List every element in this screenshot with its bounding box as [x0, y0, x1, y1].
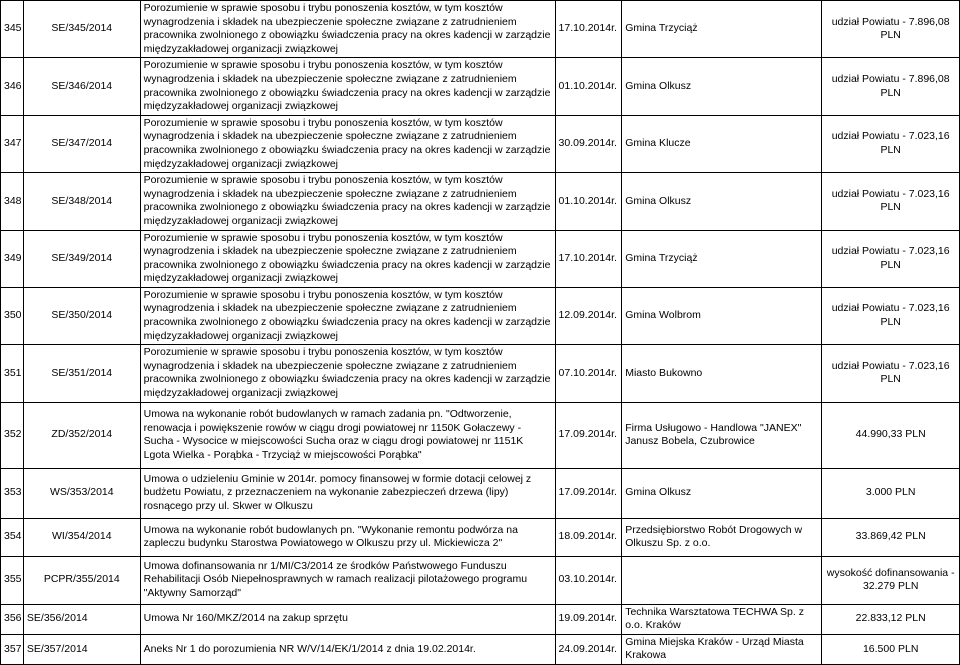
- table-row: [1, 287, 960, 344]
- row-signature: SE/357/2014: [23, 634, 140, 664]
- row-party: Firma Usługowo - Handlowa "JANEX" Janusz Bobela, Czubrowice: [622, 402, 822, 468]
- table-row: [1, 402, 960, 468]
- row-description: Porozumienie w sprawie sposobu i trybu ponoszenia kosztów, w tym kosztów wynagrodzenia i składek na ubezpieczenie społeczne związane z zatrudnieniem pracownika zwolnionego z obowiązku świadczenia pracy na okres kadencji w zarządzie międzyzakładowej organizacji związkowej: [140, 173, 555, 230]
- row-description: Umowa o udzieleniu Gminie w 2014r. pomocy finansowej w formie dotacji celowej z budżetu Powiatu, z przeznaczeniem na wykonanie zabezpieczeń drzewa (lipy) rosnącego przy ul. Skwer w Olkuszu: [140, 468, 555, 518]
- row-amount: udział Powiatu - 7.023,16 PLN: [822, 287, 960, 344]
- row-date: 17.09.2014r.: [555, 402, 622, 468]
- row-number: 353: [1, 468, 24, 518]
- row-date: 12.09.2014r.: [555, 287, 622, 344]
- row-amount: udział Powiatu - 7.023,16 PLN: [822, 230, 960, 287]
- table-row: [1, 634, 960, 664]
- row-party: Gmina Trzyciąż: [622, 230, 822, 287]
- row-signature: PCPR/355/2014: [23, 556, 140, 604]
- row-signature: SE/347/2014: [23, 115, 140, 172]
- row-amount: udział Powiatu - 7.896,08 PLN: [822, 58, 960, 115]
- row-date: 17.09.2014r.: [555, 468, 622, 518]
- table-row: [1, 1, 960, 58]
- row-amount: 16.500 PLN: [822, 634, 960, 664]
- row-date: 24.09.2014r.: [555, 634, 622, 664]
- row-signature: ZD/352/2014: [23, 402, 140, 468]
- row-signature: SE/351/2014: [23, 345, 140, 402]
- row-signature: SE/346/2014: [23, 58, 140, 115]
- row-signature: WI/354/2014: [23, 518, 140, 556]
- row-amount: udział Powiatu - 7.023,16 PLN: [822, 345, 960, 402]
- row-number: 346: [1, 58, 24, 115]
- table-row: [1, 230, 960, 287]
- row-number: 348: [1, 173, 24, 230]
- table-row: [1, 345, 960, 402]
- row-description: Porozumienie w sprawie sposobu i trybu ponoszenia kosztów, w tym kosztów wynagrodzenia i składek na ubezpieczenie społeczne związane z zatrudnieniem pracownika zwolnionego z obowiązku świadczenia pracy na okres kadencji w zarządzie międzyzakładowej organizacji związkowej: [140, 1, 555, 58]
- row-amount: udział Powiatu - 7.023,16 PLN: [822, 115, 960, 172]
- row-signature: SE/349/2014: [23, 230, 140, 287]
- row-date: 07.10.2014r.: [555, 345, 622, 402]
- row-date: 19.09.2014r.: [555, 604, 622, 634]
- row-number: 354: [1, 518, 24, 556]
- row-description: Umowa na wykonanie robót budowlanych w ramach zadania pn. "Odtworzenie, renowacja i powiększenie rowów w ciągu drogi powiatowej nr 1150K Gołaczewy - Sucha - Wysocice w miejscowości Sucha oraz w ciągu drogi powiatowej nr 1151K Lgota Wielka - Porąbka - Trzyciąż w miejscowości Porąbka": [140, 402, 555, 468]
- row-amount: wysokość dofinansowania - 32.279 PLN: [822, 556, 960, 604]
- row-party: Gmina Miejska Kraków - Urząd Miasta Krakowa: [622, 634, 822, 664]
- row-description: Porozumienie w sprawie sposobu i trybu ponoszenia kosztów, w tym kosztów wynagrodzenia i składek na ubezpieczenie społeczne związane z zatrudnieniem pracownika zwolnionego z obowiązku świadczenia pracy na okres kadencji w zarządzie międzyzakładowej organizacji związkowej: [140, 287, 555, 344]
- row-signature: SE/350/2014: [23, 287, 140, 344]
- table-row: [1, 518, 960, 556]
- row-date: 17.10.2014r.: [555, 230, 622, 287]
- row-description: Porozumienie w sprawie sposobu i trybu ponoszenia kosztów, w tym kosztów wynagrodzenia i składek na ubezpieczenie społeczne związane z zatrudnieniem pracownika zwolnionego z obowiązku świadczenia pracy na okres kadencji w zarządzie międzyzakładowej organizacji związkowej: [140, 115, 555, 172]
- row-number: 357: [1, 634, 24, 664]
- row-party: Gmina Olkusz: [622, 58, 822, 115]
- row-party: Gmina Trzyciąż: [622, 1, 822, 58]
- row-number: 355: [1, 556, 24, 604]
- row-amount: udział Powiatu - 7.023,16 PLN: [822, 173, 960, 230]
- row-description: Umowa dofinansowania nr 1/MI/C3/2014 ze środków Państwowego Funduszu Rehabilitacji Osób Niepełnosprawnych w ramach realizacji pilotażowego programu "Aktywny Samorząd": [140, 556, 555, 604]
- table-row: [1, 58, 960, 115]
- row-amount: 22.833,12 PLN: [822, 604, 960, 634]
- row-party: Gmina Olkusz: [622, 173, 822, 230]
- row-signature: SE/356/2014: [23, 604, 140, 634]
- row-signature: WS/353/2014: [23, 468, 140, 518]
- row-number: 345: [1, 1, 24, 58]
- table-row: [1, 604, 960, 634]
- row-number: 350: [1, 287, 24, 344]
- row-amount: 44.990,33 PLN: [822, 402, 960, 468]
- row-number: 356: [1, 604, 24, 634]
- row-description: Umowa Nr 160/MKZ/2014 na zakup sprzętu: [140, 604, 555, 634]
- row-description: Porozumienie w sprawie sposobu i trybu ponoszenia kosztów, w tym kosztów wynagrodzenia i składek na ubezpieczenie społeczne związane z zatrudnieniem pracownika zwolnionego z obowiązku świadczenia pracy na okres kadencji w zarządzie międzyzakładowej organizacji związkowej: [140, 58, 555, 115]
- row-amount: udział Powiatu - 7.896,08 PLN: [822, 1, 960, 58]
- row-date: 01.10.2014r.: [555, 58, 622, 115]
- row-party: Przedsiębiorstwo Robót Drogowych w Olkuszu Sp. z o.o.: [622, 518, 822, 556]
- row-party: Miasto Bukowno: [622, 345, 822, 402]
- row-description: Umowa na wykonanie robót budowlanych pn. "Wykonanie remontu podwórza na zapleczu budynku Starostwa Powiatowego w Olkuszu przy ul. Mickiewicza 2": [140, 518, 555, 556]
- row-party: Gmina Klucze: [622, 115, 822, 172]
- row-party: [622, 556, 822, 604]
- row-number: 352: [1, 402, 24, 468]
- table-row: [1, 556, 960, 604]
- table-row: [1, 173, 960, 230]
- table-row: [1, 468, 960, 518]
- row-number: 349: [1, 230, 24, 287]
- row-description: Porozumienie w sprawie sposobu i trybu ponoszenia kosztów, w tym kosztów wynagrodzenia i składek na ubezpieczenie społeczne związane z zatrudnieniem pracownika zwolnionego z obowiązku świadczenia pracy na okres kadencji w zarządzie międzyzakładowej organizacji związkowej: [140, 230, 555, 287]
- row-amount: 3.000 PLN: [822, 468, 960, 518]
- table-row: [1, 115, 960, 172]
- row-date: 03.10.2014r.: [555, 556, 622, 604]
- row-signature: SE/348/2014: [23, 173, 140, 230]
- row-description: Aneks Nr 1 do porozumienia NR W/V/14/EK/1/2014 z dnia 19.02.2014r.: [140, 634, 555, 664]
- row-date: 30.09.2014r.: [555, 115, 622, 172]
- row-date: 17.10.2014r.: [555, 1, 622, 58]
- row-date: 01.10.2014r.: [555, 173, 622, 230]
- row-description: Porozumienie w sprawie sposobu i trybu ponoszenia kosztów, w tym kosztów wynagrodzenia i składek na ubezpieczenie społeczne związane z zatrudnieniem pracownika zwolnionego z obowiązku świadczenia pracy na okres kadencji w zarządzie międzyzakładowej organizacji związkowej: [140, 345, 555, 402]
- row-date: 18.09.2014r.: [555, 518, 622, 556]
- row-party: Technika Warsztatowa TECHWA Sp. z o.o. Kraków: [622, 604, 822, 634]
- row-signature: SE/345/2014: [23, 1, 140, 58]
- row-number: 351: [1, 345, 24, 402]
- row-amount: 33.869,42 PLN: [822, 518, 960, 556]
- row-number: 347: [1, 115, 24, 172]
- row-party: Gmina Olkusz: [622, 468, 822, 518]
- row-party: Gmina Wolbrom: [622, 287, 822, 344]
